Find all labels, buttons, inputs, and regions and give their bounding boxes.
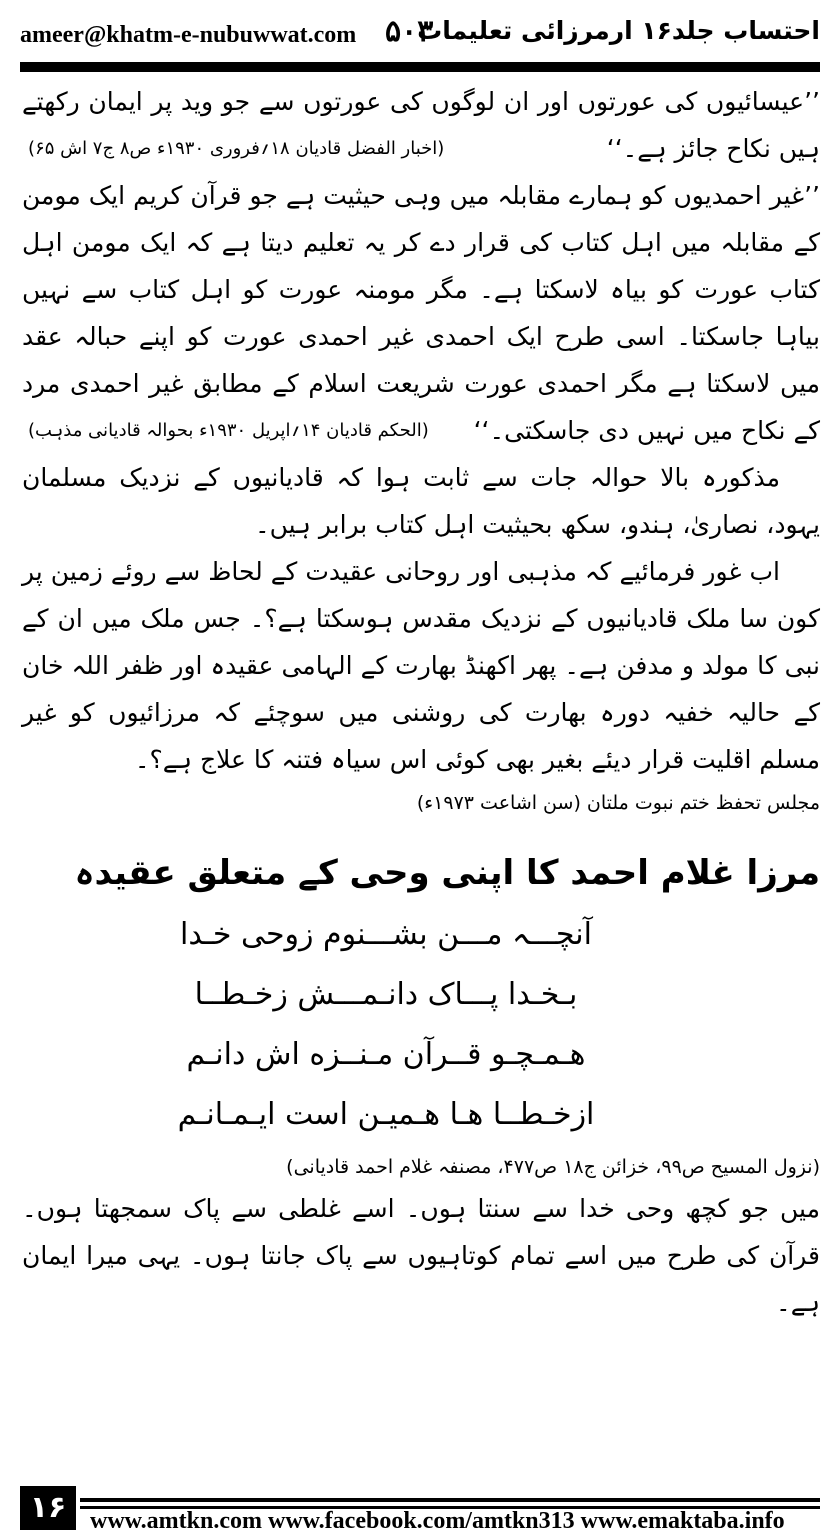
quote-citation: (اخبار الفضل قادیان ۱۸؍فروری ۱۹۳۰ء ص۸ ج۷ اش ۶۵) <box>28 138 445 159</box>
footer-divider <box>80 1498 820 1502</box>
signature: مجلس تحفظ ختم نبوت ملتان (سن اشاعت ۱۹۷۳ء) <box>416 792 820 814</box>
header-email: ameer@khatm-e-nubuwwat.com <box>20 22 357 48</box>
quote-paragraph <box>22 78 820 172</box>
poem-reference: (نزول المسیح ص۹۹، خزائن ج۱۸ ص۴۷۷، مصنفہ غلام احمد قادیانی) <box>286 1156 820 1178</box>
footer-urls: www.amtkn.com www.facebook.com/amtkn313 www.emaktaba.info <box>90 1508 785 1534</box>
header-title: احتساب جلد۱۶ ارمرزائی تعلیمات <box>417 16 820 45</box>
header-page-number: ۵۰۳ <box>385 15 434 48</box>
page-header <box>0 0 840 60</box>
persian-poem <box>22 905 820 1145</box>
footer-page-number: ۱۶ <box>20 1486 76 1530</box>
quote-citation: (الحکم قادیان ۱۴؍اپریل ۱۹۳۰ء بحوالہ قادیانی مذہب) <box>28 420 429 441</box>
translation-paragraph: میں جو کچھ وحی خدا سے سنتا ہوں۔ اسے غلطی سے پاک سمجھتا ہوں۔ قرآن کی طرح میں اسے تمام کوتاہیوں سے پاک جانتا ہوں۔ یہی میرا ایمان ہے۔ <box>22 1194 820 1317</box>
header-divider <box>20 62 820 72</box>
quote-text: ’’غیر احمدیوں کو ہمارے مقابلہ میں وہی حیثیت ہے جو قرآن کریم ایک مومن کے مقابلہ میں اہل کتاب کی قرار دے کر یہ تعلیم دیتا ہے کہ ایک مومن اہل کتاب عورت کو بیاہ لاسکتا ہے۔ مگر مومنہ عورت کو اہل کتاب سے نہیں بیاہا جاسکتا۔ اسی طرح ایک احمدی غیر احمدی عورت کو اپنے حبالہ عقد میں لاسکتا ہے مگر احمدی عورت شریعت اسلام کے مطابق غیر احمدی مرد کے نکاح میں نہیں دی جاسکتی۔‘‘ <box>22 181 820 445</box>
poem-line: ازخـطــا هـا هـمیـن است ایـمـانـم <box>177 1097 595 1132</box>
body-paragraph: مذکورہ بالا حوالہ جات سے ثابت ہوا کہ قادیانیوں کے نزدیک مسلمان یہود، نصاریٰ، ہندو، سکھ بحیثیت اہل کتاب برابر ہیں۔ <box>22 463 820 539</box>
quote-paragraph <box>22 172 820 454</box>
poem-line: آنچـــہ مـــن بشـــنوم زوحی خـدا <box>180 917 592 952</box>
main-content <box>22 78 820 1326</box>
quote-text: ’’عیسائیوں کی عورتوں اور ان لوگوں کی عورتوں سے جو وید پر ایمان رکھتے ہیں نکاح جائز ہے۔‘‘ <box>22 87 820 163</box>
section-heading: مرزا غلام احمد کا اپنی وحی کے متعلق عقیدہ <box>74 853 820 893</box>
poem-line: بـخـدا پـــاک دانـمـــش زخـطــا <box>194 977 578 1012</box>
body-paragraph: اب غور فرمائیے کہ مذہبی اور روحانی عقیدت کے لحاظ سے روئے زمین پر کون سا ملک قادیانیوں کے نزدیک مقدس ہوسکتا ہے؟۔ جس ملک میں ان کے نبی کا مولد و مدفن ہے۔ پھر اکھنڈ بھارت کے الہامی عقیدہ اور ظفر اللہ خان کے حالیہ خفیہ دورہ بھارت کی روشنی میں سوچئے کہ مرزائیوں کو غیر مسلم اقلیت قرار دیئے بغیر بھی کوئی اس سیاہ فتنہ کا علاج ہے؟۔ <box>22 557 820 774</box>
poem-line: هـمـچـو قــرآن مـنــزه اش دانـم <box>186 1037 586 1072</box>
